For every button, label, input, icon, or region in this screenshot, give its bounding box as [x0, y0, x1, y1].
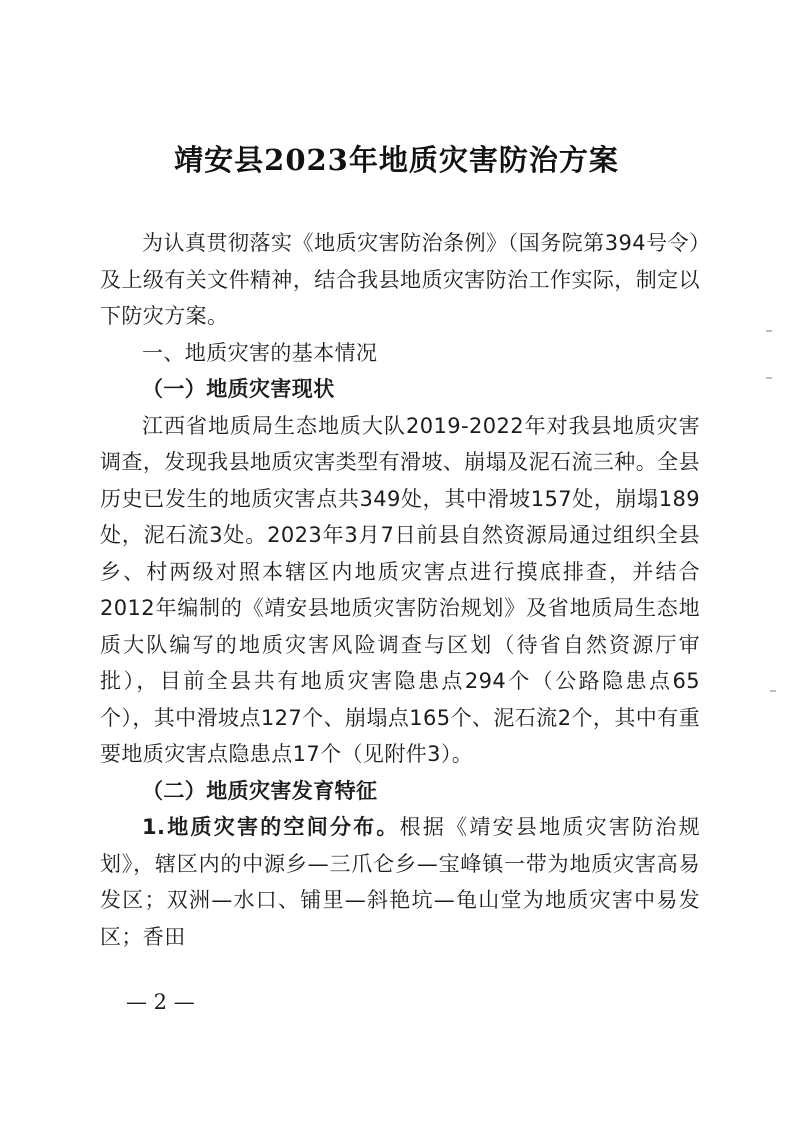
- scan-mark: [766, 377, 772, 379]
- document-title: 靖安县2023年地质灾害防治方案: [174, 143, 619, 177]
- spatial-distribution-paragraph: [100, 809, 700, 955]
- spatial-distribution-lead: 1.地质灾害的空间分布。: [142, 815, 400, 839]
- subsection-heading-current-status: （一）地质灾害现状: [142, 377, 335, 401]
- document-body: [100, 225, 700, 955]
- spatial-distribution-body: 根据《靖安县地质灾害防治规划》，辖区内的中源乡—三爪仑乡—宝峰镇一带为地质灾害高易发区；双洲—水口、铺里—斜艳坑—龟山堂为地质灾害中易发区；香田: [100, 815, 700, 949]
- page-number: — 2 —: [126, 990, 195, 1014]
- scan-mark: [770, 690, 776, 692]
- current-status-paragraph: 江西省地质局生态地质大队2019-2022年对我县地质灾害调查，发现我县地质灾害类型有滑坡、崩塌及泥石流三种。全县历史已发生的地质灾害点共349处，其中滑坡157处，崩塌189处，泥石流3处。2023年3月7日前县自然资源局通过组织全县乡、村两级对照本辖区内地质灾害点进行摸底排查，并结合2012年编制的《靖安县地质灾害防治规划》及省地质局生态地质大队编写的地质灾害风险调查与区划（待省自然资源厅审批），目前全县共有地质灾害隐患点294个（公路隐患点65个），其中滑坡点127个、崩塌点165个、泥石流2个，其中有重要地质灾害点隐患点17个（见附件3）。: [100, 413, 700, 766]
- section-heading-basic-situation: 一、地质灾害的基本情况: [142, 340, 378, 365]
- scan-mark: [766, 330, 772, 332]
- subsection-heading-development-features: （二）地质灾害发育特征: [142, 778, 378, 803]
- intro-paragraph: 为认真贯彻落实《地质灾害防治条例》（国务院第394号令）及上级有关文件精神，结合我县地质灾害防治工作实际，制定以下防灾方案。: [100, 231, 700, 328]
